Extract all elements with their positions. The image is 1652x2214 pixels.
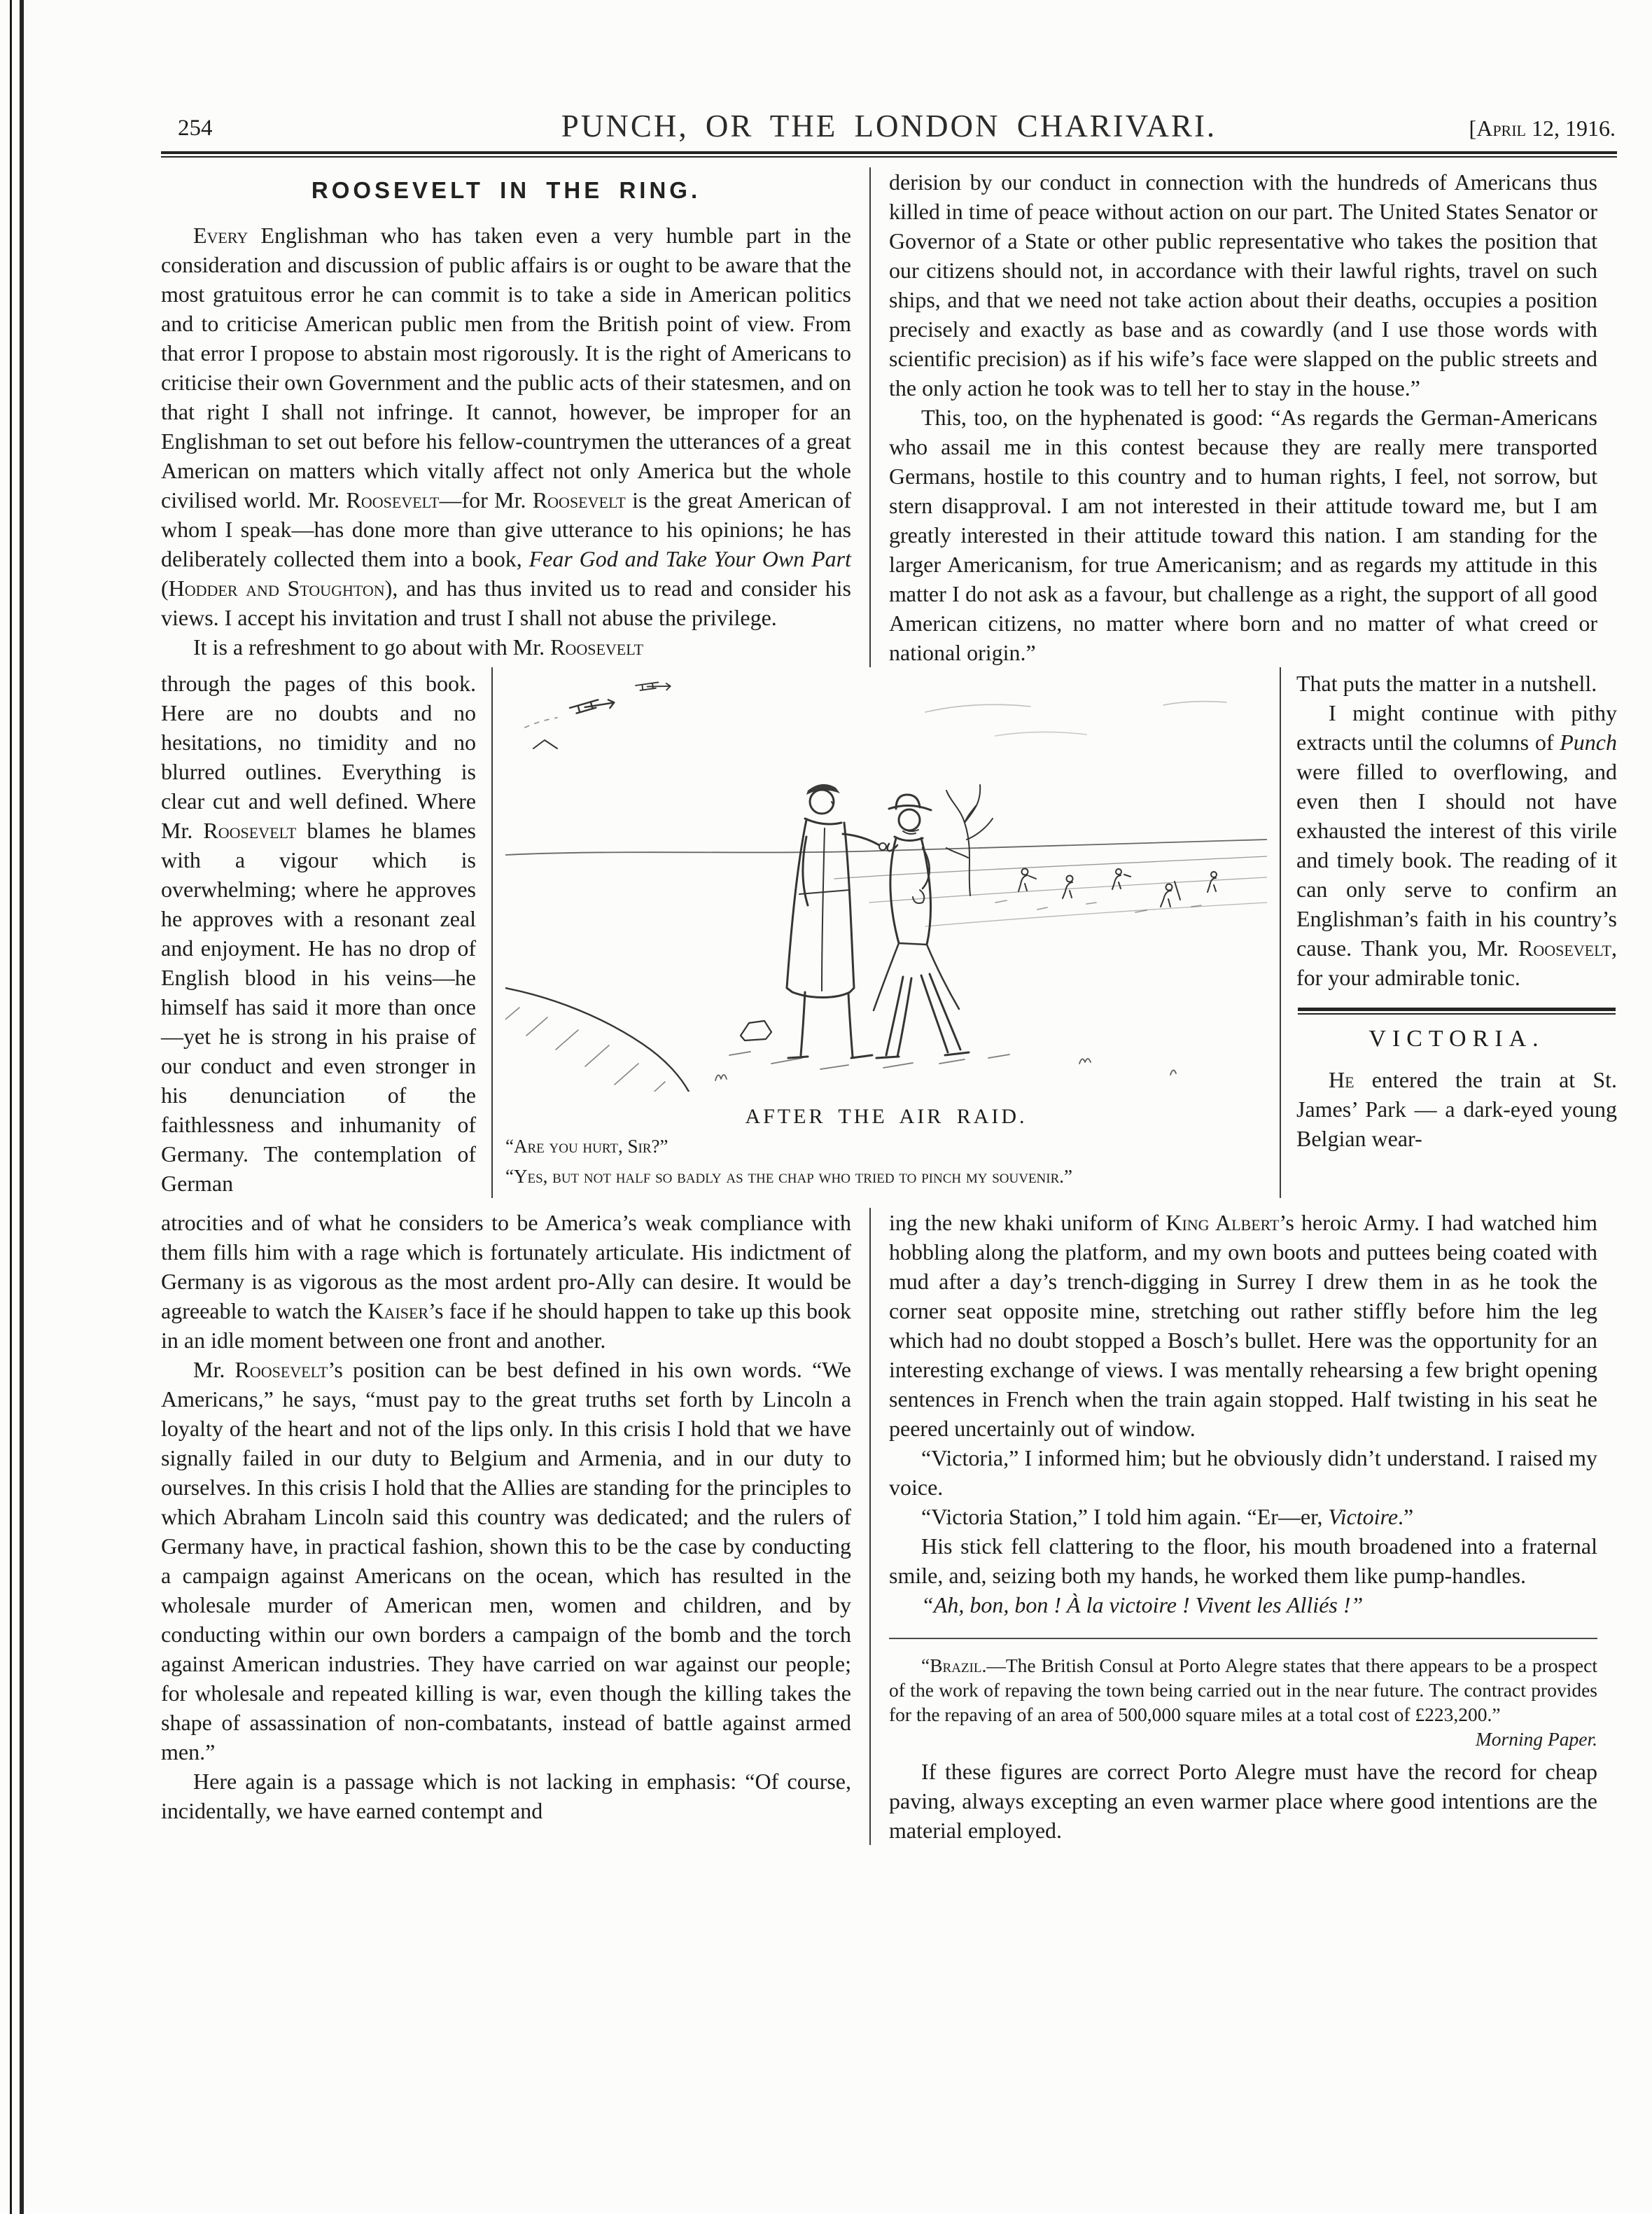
- figure-caption-title: AFTER THE AIR RAID.: [745, 1105, 1028, 1128]
- filler-divider-rule: [889, 1638, 1597, 1639]
- victoria-paragraph-4: His stick fell clattering to the floor, his mouth broadened into a fraternal smile, and, seizing both my hands, he worked them like pump-handles.: [889, 1533, 1597, 1588]
- roosevelt-paragraph-5: derision by our conduct in connection with the hundreds of Americans thus killed in time of peace without action on our part. The United States Senator or Governor of a State or other public representative who takes the position that our citizens should not, in accordance with their lawful rights, travel on such ships, and that we need not take action about their deaths, occupies a position precisely and exactly as base and as cowardly (and I use those words with scientific precision) as if his wife’s face were slapped on the public streets and the only action he took was to tell her to stay in the house.”: [889, 169, 1597, 401]
- roosevelt-paragraph-6: This, too, on the hyphenated is good: “As regards the German-Americans who assail me in this contest because they are really mere transported Germans, hostile to this country and to human rights, I feel, not sorrow, but stern disapproval. I am not interested in their attitude toward me, but I am greatly interested in their attitude toward this nation. I am standing for the larger Americanism, for true Americanism; and as regards my attitude in this matter I do not ask as a favour, but challenge as a right, the support of all good American citizens, no matter where born and no matter of what creed or national origin.”: [889, 405, 1597, 665]
- top-section: [161, 167, 1617, 667]
- page-edge-line-inner: [20, 0, 24, 2214]
- right-column-narrow: [1281, 667, 1617, 1198]
- article-title-roosevelt: ROOSEVELT IN THE RING.: [311, 177, 701, 203]
- victoria-paragraph-5: “Ah, bon, bon ! À la victoire ! Vivent les Alliés !”: [921, 1592, 1364, 1617]
- left-column-narrow: [161, 667, 491, 1198]
- right-column-bottom: [871, 1208, 1597, 1845]
- roosevelt-paragraph-1: Every Englishman who has taken even a very humble part in the consideration and discussion of public affairs is or ought to be aware that the most gratuitous error he can commit is to take a side in American politics and to criticise American public men from the British point of view. From that error I propose to abstain most rigorously. It is the right of Americans to criticise their own Government and the public acts of their statesmen, and on that right I shall not infringe. It cannot, however, be improper for an Englishman to set out before his fellow-countrymen the utterances of a great American on matters which vitally affect not only America but the whole civilised world. Mr. Roosevelt—for Mr. Roosevelt is the great American of whom I speak—has done more than give utterance to his opinions; he has deliberately collected them into a book, Fear God and Take Your Own Part (Hodder and Stoughton), and has thus invited us to read and consider his views. I accept his invitation and trust I shall not abuse the privilege.: [161, 223, 852, 630]
- brazil-quote: “Brazil.—The British Consul at Porto Alegre states that there appears to be a prospect of the work of repaving the town being carried out in the near future. The contract provides for the repaving of an area of 500,000 square miles at a total cost of £223,200.”: [889, 1655, 1597, 1725]
- magazine-page: [161, 102, 1617, 1845]
- victoria-paragraph-2: “Victoria,” I informed him; but he obviously didn’t understand. I raised my voice.: [889, 1445, 1597, 1500]
- air-raid-cartoon-illustration: [505, 671, 1267, 1092]
- roosevelt-paragraph-7: I might continue with pithy extracts until the columns of Punch were filled to overflowing, and even then I should not have exhausted the interest of this virile and timely book. The reading of it can only serve to confirm an Englishman’s faith in his country’s cause. Thank you, Mr. Roosevelt, for your admirable tonic.: [1296, 700, 1617, 990]
- victoria-paragraph-1-end: ing the new khaki uniform of King Albert’s heroic Army. I had watched him hobbling along the platform, and my own boots and puttees being coated with mud after a day’s trench-digging in Surrey I drew them in as he took the corner seat opposite mine, stretching out rather stiffly before him the leg which had no doubt stopped a Bosch’s bullet. Here was the opportunity for an interesting exchange of views. I was mentally rehearsing a few bright opening sentences in French when the train again stopped. Half twisting in his seat he peered uncertainly out of window.: [889, 1210, 1598, 1441]
- roosevelt-paragraph-6-cont: That puts the matter in a nutshell.: [1296, 671, 1597, 696]
- page-header: [161, 102, 1617, 144]
- roosevelt-paragraph-2-end: atrocities and of what he considers to be America’s weak compliance with them fills him with a rage which is fortunately articulate. His indictment of Germany is as vigorous as the most ardent pro-Ally can desire. It would be agreeable to watch the Kaiser’s face if he should happen to take up this book in an idle moment between one front and another.: [161, 1210, 852, 1353]
- issue-date: [April 12, 1916.: [1469, 116, 1616, 141]
- header-rule: [161, 151, 1617, 158]
- figure-caption-quote-2: “Yes, but not half so badly as the chap who tried to pinch my souvenir.”: [505, 1166, 1073, 1187]
- page-edge-line-outer: [10, 0, 12, 2214]
- brazil-comment: If these figures are correct Porto Alegre must have the record for cheap paving, always excepting an even warmer place where good intentions are the material employed.: [889, 1759, 1597, 1843]
- figure-caption-quote-1: “Are you hurt, Sir?”: [505, 1136, 668, 1157]
- bottom-section: [161, 1208, 1617, 1845]
- left-column-top: [161, 167, 871, 667]
- left-column-bottom: [161, 1208, 871, 1845]
- roosevelt-paragraph-4: Here again is a passage which is not lacking in emphasis: “Of course, incidentally, we have earned contempt and: [161, 1769, 851, 1823]
- page-number: 254: [178, 116, 213, 141]
- victoria-paragraph-3: “Victoria Station,” I told him again. “Er—er, Victoire.”: [921, 1504, 1414, 1529]
- brazil-source: Morning Paper.: [1475, 1728, 1597, 1750]
- article-divider-rule: [1298, 1008, 1615, 1015]
- article-title-victoria: VICTORIA.: [1368, 1026, 1545, 1052]
- roosevelt-paragraph-2-middle: through the pages of this book. Here are no doubts and no hesitations, no timidity and no blurred outlines. Everything is clear cut and well defined. Where Mr. Roosevelt blames he blames with a vigour which is overwhelming; where he approves he approves with a resonant zeal and enjoyment. He has no drop of English blood in his veins—he himself has said it more than once—yet he is strong in his praise of our conduct and even stronger in his denunciation of the faithlessness and inhumanity of Germany. The contemplation of German: [161, 671, 476, 1196]
- roosevelt-paragraph-3: Mr. Roosevelt’s position can be best defined in his own words. “We Americans,” he says, “must pay to the great truths set forth by Lincoln a loyalty of the heart and not of the lips only. In this crisis I hold that we have signally failed in our duty to Belgium and Armenia, and in our duty to ourselves. In this crisis I hold that the Allies are standing for the principles to which Abraham Lincoln said this country was dedicated; and the rulers of Germany have, in practical fashion, shown this to be the case by conducting a campaign against Americans on the ocean, which has resulted in the wholesale murder of American men, women and children, and by conducting within our own borders a campaign of the bomb and the torch against American industries. They have carried on war against our people; for wholesale and repeated killing is war, even though the killing takes the shape of assassination of non-combatants, instead of battle against armed men.”: [161, 1357, 852, 1764]
- roosevelt-paragraph-2-start: It is a refreshment to go about with Mr. Roosevelt: [193, 634, 644, 660]
- right-column-top: [871, 167, 1597, 667]
- victoria-paragraph-1-start: He entered the train at St. James’ Park — a dark-eyed young Belgian wear-: [1296, 1067, 1617, 1151]
- cartoon-figure: [491, 667, 1281, 1198]
- masthead: PUNCH, OR THE LONDON CHARIVARI.: [561, 109, 1217, 144]
- middle-section: [161, 667, 1617, 1198]
